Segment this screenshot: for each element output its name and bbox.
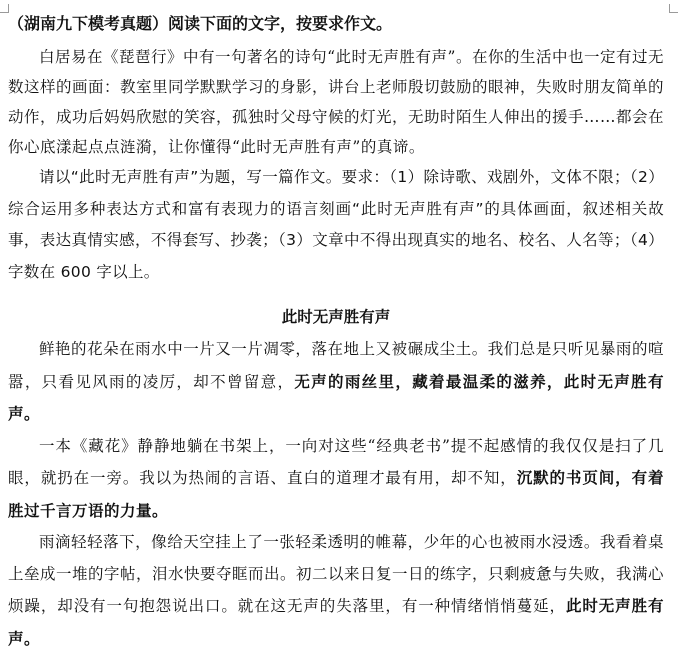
margin-corner-mark	[0, 4, 9, 13]
essay-paragraph-1	[8, 334, 664, 431]
document-page	[8, 8, 664, 655]
prompt-paragraph: 请以“此时无声胜有声”为题，写一篇作文。要求：（1）除诗歌、戏剧外，文体不限；（2）综合运用多种表达方式和富有表现力的语言刻画“此时无声胜有声”的具体画面，叙述相关故事，表达真情实感，不得套写、抄袭；（3）文章中不得出现真实的地名、校名、人名等；（4）字数在 600 字以上。	[8, 168, 664, 281]
paragraph-bold-text: 此时无声胜有声。	[8, 596, 664, 648]
essay-paragraph-2	[8, 431, 664, 528]
paragraph-text: 雨滴轻轻落下，像给天空挂上了一张轻柔透明的帷幕，少年的心也被雨水浸透。我看着桌上垒成一堆的字帖，泪水快要夺眶而出。初二以来日复一日的练字，只剩疲惫与失败，我满心烦躁，却没有一句抱怨说出口。就在这无声的失落里，有一种情绪悄悄蔓延，	[8, 533, 665, 615]
paragraph-text: 一本《藏花》静静地躺在书架上，一向对这些“经典老书”提不起感情的我仅仅是扫了几眼，就扔在一旁。我以为热闹的言语、直白的道理才最有用，却不知，	[8, 436, 664, 487]
margin-corner-mark	[669, 4, 678, 13]
paragraph-bold-text: 沉默的书页间，有着胜过千言万语的力量。	[8, 468, 664, 520]
paragraph-bold-text: 无声的雨丝里，藏着最温柔的滋养，此时无声胜有声。	[8, 371, 664, 423]
essay-title: 此时无声胜有声	[281, 307, 391, 326]
essay-paragraph-3	[8, 527, 664, 655]
paragraph-text: 鲜艳的花朵在雨水中一片又一片凋零，落在地上又被碾成尘土。我们总是只听见暴雨的喧嚣，只看见风雨的凌厉，却不曾留意，	[8, 340, 664, 391]
intro-paragraph: 白居易在《琵琶行》中有一句著名的诗句“此时无声胜有声”。在你的生活中也一定有过无数这样的画面：教室里同学默默学习的身影，讲台上老师殷切鼓励的眼神，失败时朋友简单的动作，成功后妈妈欣慰的笑容，孤独时父母守候的灯光，无助时陌生人伸出的援手……都会在你心底漾起点点涟漪，让你懂得“此时无声胜有声”的真谛。	[8, 48, 665, 156]
question-heading: （湖南九下模考真题）阅读下面的文字，按要求作文。	[8, 14, 393, 33]
